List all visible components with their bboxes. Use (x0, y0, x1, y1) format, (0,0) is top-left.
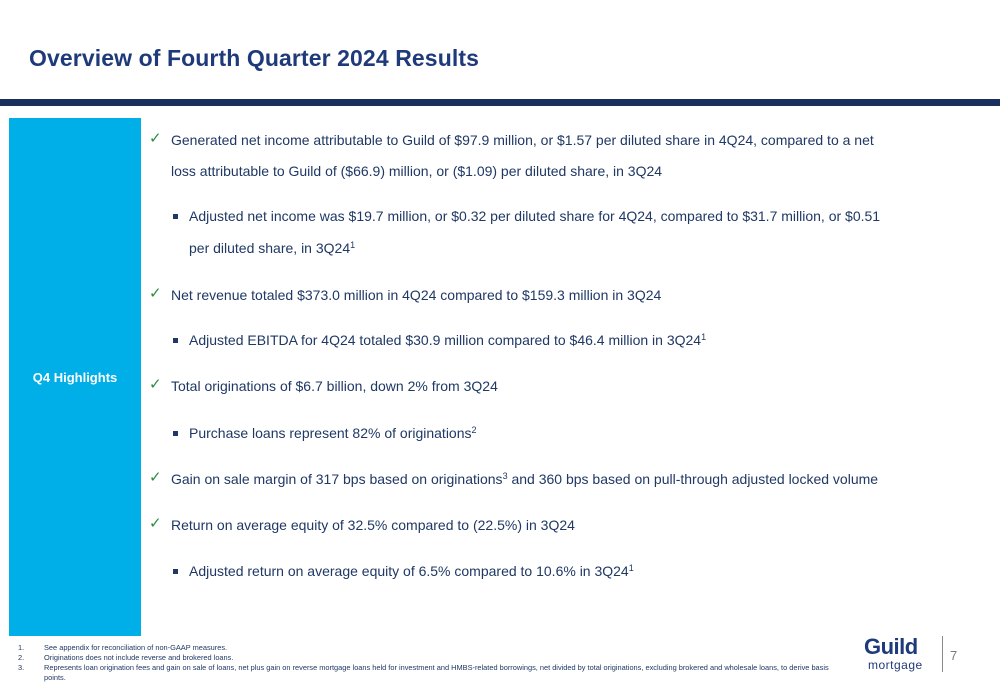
logo-subtitle: mortgage (868, 658, 923, 672)
highlight-line: Gain on sale margin of 317 bps based on originations$^3$ and 360 bps based on pull-through adjusted locked volume (171, 471, 879, 487)
footnote-text: See appendix for reconciliation of non-GAAP measures. (44, 643, 228, 652)
page-title: Overview of Fourth Quarter 2024 Results (29, 45, 479, 71)
footnote-text: Originations does not include reverse and brokered loans. (44, 653, 234, 662)
check-icon: ✓ (149, 515, 162, 532)
sub-highlight-line: Adjusted net income was $19.7 million, or $0.32 per diluted share for 4Q24, compared to $31.7 million, or $0.51 (189, 208, 881, 224)
check-icon: ✓ (149, 376, 162, 393)
footnote (14, 653, 834, 663)
title-divider (0, 99, 1000, 106)
footnote-ref: 2 (471, 425, 477, 435)
footnote-ref: 1 (350, 240, 356, 250)
footnote-number: 3. (18, 663, 25, 672)
square-bullet-icon (173, 338, 178, 343)
logo-wordmark: Guild (864, 634, 918, 659)
square-bullet-icon (173, 569, 178, 574)
check-icon: ✓ (149, 469, 162, 486)
check-icon: ✓ (149, 285, 162, 302)
highlight-line: Return on average equity of 32.5% compared to (22.5%) in 3Q24 (171, 517, 575, 533)
footnote-ref: 3 (502, 471, 508, 481)
footnote-number: 1. (18, 643, 25, 652)
highlight-line: Total originations of $6.7 billion, down 2% from 3Q24 (171, 378, 498, 394)
footnote-text: Represents loan origination fees and gain on sale of loans, net plus gain on reverse mortgage loans held for investment and HMBS-related borrowings, net divided by total originations, excluding brokered and wholesale loans, to derive basis points. (44, 663, 829, 682)
page-number: 7 (950, 648, 958, 663)
footnotes (14, 643, 834, 683)
footnote-ref: 1 (628, 563, 634, 573)
highlights-label: Q4 Highlights (32, 369, 118, 385)
sub-highlight-line-continued: per diluted share, in $3Q24^1$ (189, 240, 356, 256)
square-bullet-icon (173, 431, 178, 436)
highlights-panel (9, 118, 141, 636)
guild-mortgage-logo (864, 634, 934, 674)
highlight-line-continued: loss attributable to Guild of ($66.9) million, or ($1.09) per diluted share, in 3Q24 (171, 163, 663, 179)
highlight-line: Generated net income attributable to Guild of $97.9 million, or $1.57 per diluted share in 4Q24, compared to a net (171, 132, 874, 148)
footnote-number: 2. (18, 653, 25, 662)
footnote (14, 643, 834, 653)
footnote-ref: 1 (701, 332, 707, 342)
logo-divider (942, 636, 943, 672)
check-icon: ✓ (149, 130, 162, 147)
sub-highlight-line: Purchase loans represent 82% of originations$^2$ (189, 425, 477, 441)
square-bullet-icon (173, 214, 178, 219)
sub-highlight-line: Adjusted return on average equity of 6.5% compared to 10.6% in $3Q24^1$ (189, 563, 634, 579)
highlight-line: Net revenue totaled $373.0 million in 4Q24 compared to $159.3 million in 3Q24 (171, 287, 662, 303)
footnote (14, 663, 834, 683)
sub-highlight-line: Adjusted EBITDA for 4Q24 totaled $30.9 million compared to $46.4 million in $3Q24^1$ (189, 332, 707, 348)
